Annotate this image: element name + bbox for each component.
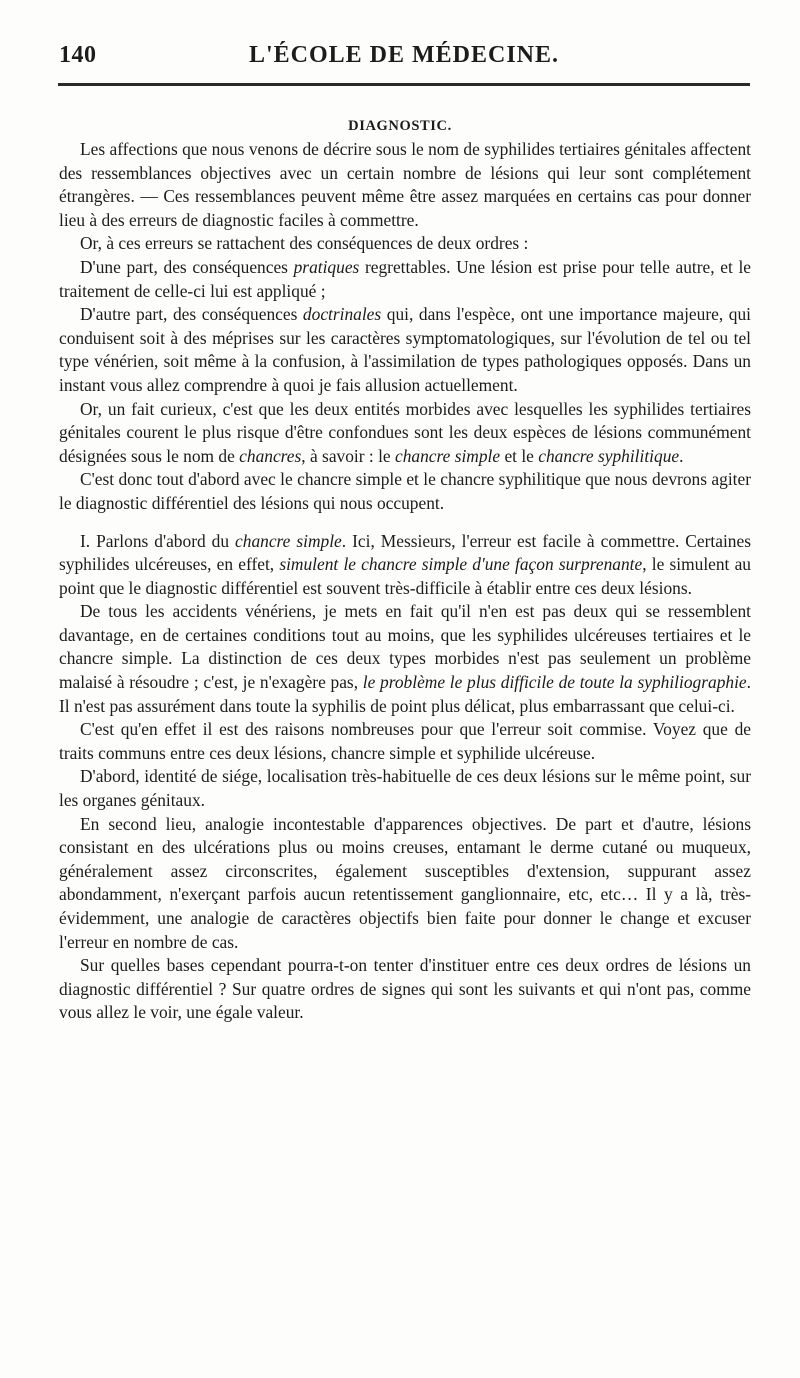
text-run: . Il n'est pas assurément dans toute la syphilis de point plus délicat, plus embarrassant que celui-ci.: [59, 672, 751, 716]
text-run: D'autre part, des conséquences: [80, 304, 303, 325]
text-run: qui, dans l'espèce, ont une importance majeure, qui conduisent soit à des méprises sur les caractères symptomatologiques, sur l'évolution de tel ou tel type vénérien, soit même à la confusion, à l'assimilation de types pathologiques opposés. Dans un instant vous allez comprendre à quoi je fais allusion actuellement.: [59, 304, 751, 395]
italic-text: chancre syphilitique: [538, 445, 680, 466]
text-run: D'une part, des conséquences: [80, 256, 294, 277]
page-header: [59, 42, 749, 76]
paragraph: [59, 232, 751, 256]
text-run: et le: [500, 445, 539, 466]
italic-text: chancre simple: [394, 445, 501, 466]
paragraph: [59, 138, 751, 232]
text-run: De tous les accidents vénériens, je mets en fait qu'il n'en est pas deux qui se ressemblent davantage, en de certaines conditions tout au moins, que les syphilides ulcéreuses tertiaires et le chancre simple. La distinction de ces deux types morbides n'est pas seulement un problème malaisé à résoudre ; c'est, je n'exagère pas,: [59, 601, 751, 693]
running-title: L'ÉCOLE DE MÉDECINE.: [248, 42, 560, 68]
text-run: .: [679, 445, 684, 466]
header-rule: [58, 83, 750, 86]
text-run: I. Parlons d'abord du: [80, 530, 236, 551]
text-run: , à savoir : le: [301, 445, 395, 466]
paragraph: [59, 398, 751, 469]
paragraph: [59, 468, 751, 515]
text-run: En second lieu, analogie incontestable d'apparences objectives. De part et d'autre, lésions consistant en des ulcérations plus ou moins creuses, entamant le derme cutané ou muqueux, généralement assez circonscrites, également susceptibles d'extension, suppurant assez abondamment, n'exerçant parfois aucun retentissement ganglionnaire, etc, etc… Il y a là, très-évidemment, une analogie de caractères objectifs bien faite pour donner le change et excuser l'erreur en nombre de cas.: [59, 813, 751, 952]
text-run: regrettables. Une lésion est prise pour telle autre, et le traitement de celle-ci lui est appliqué ;: [59, 256, 751, 301]
italic-text: simulent le chancre simple d'une façon surprenante: [279, 554, 643, 575]
page-number: 140: [59, 42, 97, 68]
paragraph: [59, 954, 751, 1025]
text-run: Les affections que nous venons de décrire sous le nom de syphilides tertiaires génitales affectent des ressemblances objectives avec un certain nombre de lésions qui leur sont complétement étrangères. — Ces ressemblances peuvent même être assez marquées en certains cas pour donner lieu à des erreurs de diagnostic faciles à commettre.: [59, 139, 751, 230]
text-run: Or, à ces erreurs se rattachent des conséquences de deux ordres :: [80, 233, 529, 254]
text-run: Or, un fait curieux, c'est que les deux entités morbides avec lesquelles les syphilides tertiaires génitales courent le plus risque d'être confondues sont les deux espèces de lésions communément désignées sous le nom de: [59, 398, 751, 466]
italic-text: chancre simple: [235, 530, 342, 551]
italic-text: chancres: [239, 445, 302, 466]
paragraph: [59, 765, 751, 812]
body-text: [59, 138, 751, 1025]
text-run: C'est qu'en effet il est des raisons nombreuses pour que l'erreur soit commise. Voyez que de traits communs entre ces deux lésions, chancre simple et syphilide ulcéreuse.: [59, 719, 751, 763]
text-run: , le simulent au point que le diagnostic différentiel est souvent très-difficile à établir entre ces deux lésions.: [59, 554, 751, 598]
paragraph: [59, 600, 751, 718]
paragraph: [59, 813, 751, 955]
paragraph: [59, 718, 751, 765]
italic-text: doctrinales: [302, 304, 382, 325]
text-run: C'est donc tout d'abord avec le chancre simple et le chancre syphilitique que nous devrons agiter le diagnostic différentiel des lésions qui nous occupent.: [59, 469, 751, 513]
italic-text: le problème le plus difficile de toute la syphiliographie: [362, 672, 747, 693]
paragraph: [59, 303, 751, 397]
text-run: Sur quelles bases cependant pourra-t-on tenter d'instituer entre ces deux ordres de lésions un diagnostic différentiel ? Sur quatre ordres de signes qui sont les suivants et qui n'ont pas, comme vous allez le voir, une égale valeur.: [59, 955, 751, 1023]
section-title: DIAGNOSTIC.: [348, 118, 452, 134]
paragraph: [59, 256, 751, 303]
text-run: D'abord, identité de siége, localisation très-habituelle de ces deux lésions sur le même point, sur les organes génitaux.: [59, 766, 751, 811]
text-run: . Ici, Messieurs, l'erreur est facile à commettre. Certaines syphilides ulcéreuses, en effet,: [59, 530, 751, 575]
italic-text: pratiques: [293, 256, 360, 277]
paragraph: [59, 530, 751, 601]
